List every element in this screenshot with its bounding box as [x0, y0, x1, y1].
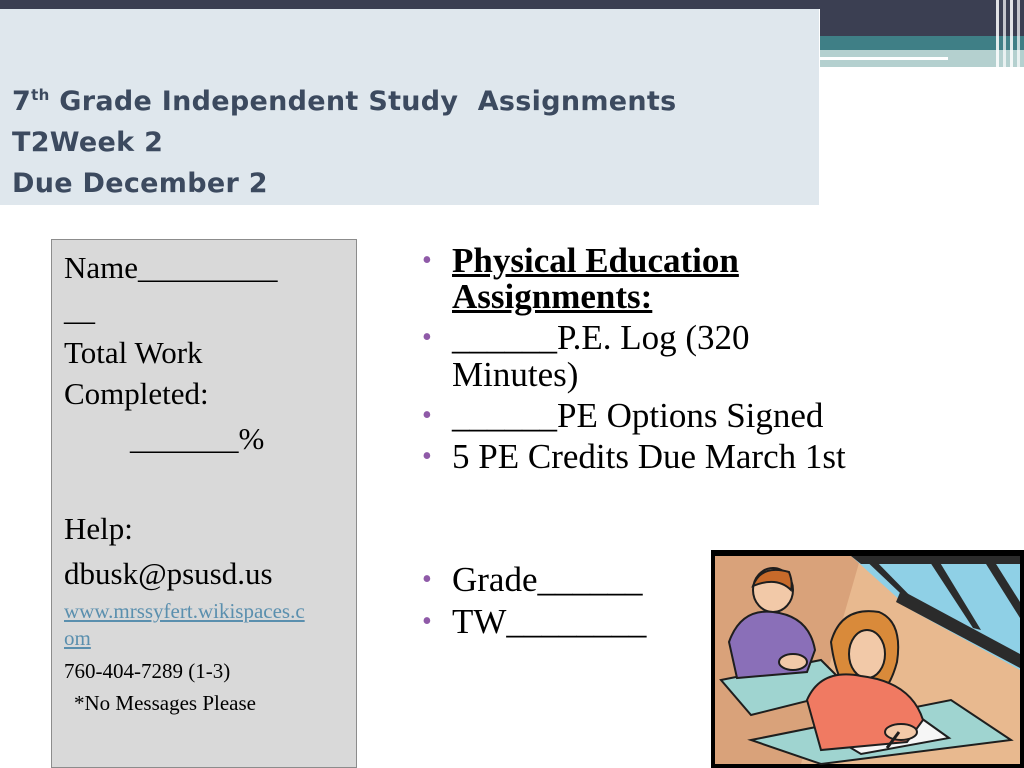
bullet-icon: • — [422, 441, 432, 472]
slide-title — [12, 81, 677, 204]
title-superscript: th — [31, 86, 50, 104]
tw-blank: TW________ — [452, 602, 647, 641]
grade-blank: Grade______ — [452, 560, 643, 599]
pe-log-line-2: Minutes) — [452, 355, 579, 394]
website-link-line-1[interactable]: www.mrssyfert.wikispaces.c — [64, 599, 305, 623]
pe-credits-text: 5 PE Credits Due March 1st — [452, 437, 846, 476]
bullet-icon: • — [422, 606, 432, 637]
top-decor-bar — [0, 0, 1024, 9]
completed-label: Completed: — [64, 376, 209, 411]
title-line-2: T2Week 2 — [12, 127, 164, 158]
bullet-icon: • — [422, 322, 432, 353]
pe-options-text: ______PE Options Signed — [452, 396, 824, 435]
no-messages-note: *No Messages Please — [74, 691, 256, 715]
percent-blank: _______% — [130, 421, 265, 456]
top-right-decor-bar — [820, 9, 1024, 36]
decor-stripe — [996, 0, 999, 68]
teal-decor-bar — [820, 36, 1024, 50]
bullet-icon: • — [422, 245, 432, 276]
pe-heading-line-2: Assignments: — [452, 277, 653, 316]
bullet-icon: • — [422, 564, 432, 595]
total-work-label: Total Work — [64, 335, 203, 370]
title-grade-number: 7 — [12, 86, 32, 117]
bullet-icon: • — [422, 400, 432, 431]
decor-stripe — [1017, 0, 1020, 68]
students-writing-clipart — [711, 550, 1024, 768]
pe-heading-line-1: Physical Education — [452, 241, 739, 280]
name-line-2: __ — [64, 292, 95, 327]
title-panel — [0, 9, 819, 205]
student-info-box — [51, 239, 357, 768]
pe-log-line-1: ______P.E. Log (320 — [452, 318, 750, 357]
decor-stripe — [1010, 0, 1013, 68]
students-writing-icon — [711, 550, 1024, 768]
help-email[interactable]: dbusk@psusd.us — [64, 556, 273, 591]
phone-number: 760-404-7289 (1-3) — [64, 659, 231, 683]
title-grade-text: Grade Independent Study Assignments — [49, 86, 677, 117]
website-link-line-2[interactable]: om — [64, 626, 91, 650]
decor-stripe — [1003, 0, 1006, 68]
title-line-3: Due December 2 — [12, 168, 268, 199]
name-line-1: Name_________ — [64, 250, 278, 285]
decor-line — [820, 57, 948, 60]
help-label: Help: — [64, 511, 133, 546]
title-line-1 — [12, 81, 677, 122]
